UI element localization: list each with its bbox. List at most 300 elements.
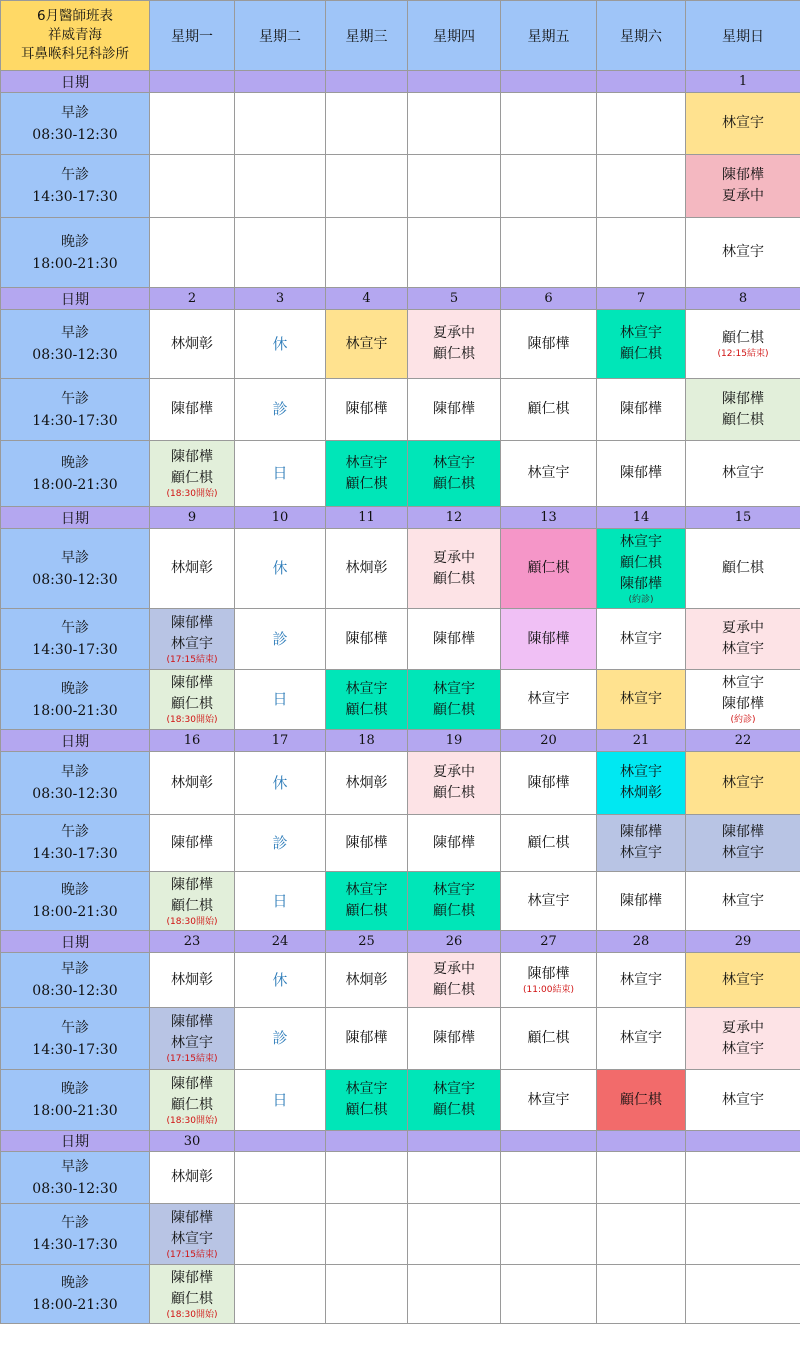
- shift-cell: [235, 670, 326, 730]
- shift-cell: [235, 218, 326, 288]
- doctor-name: 夏承中: [722, 1019, 764, 1036]
- doctor-name: 林宣宇: [620, 630, 662, 647]
- doctor-name: 陳郁樺: [171, 1075, 213, 1092]
- shift-cell: [408, 1008, 501, 1070]
- doctor-name: 陳郁樺: [620, 824, 662, 840]
- doctor-name: 林宣宇: [620, 1030, 662, 1046]
- shift-cell: [597, 218, 686, 288]
- doctor-name: 顧仁棋: [722, 560, 764, 576]
- shift-cell: [501, 872, 597, 931]
- doctor-name: 陳郁樺: [433, 401, 475, 417]
- day-header: 星期三: [326, 1, 408, 71]
- date-cell: [235, 71, 326, 93]
- shift-cell: [150, 379, 235, 441]
- doctor-name: 林宣宇: [345, 680, 388, 697]
- shift-cell: [235, 1070, 326, 1131]
- doctor-name: 顧仁棋: [171, 1290, 213, 1307]
- date-cell: 21: [597, 730, 686, 752]
- doctor-name: 林宣宇: [620, 764, 662, 780]
- shift-cell: [408, 155, 501, 218]
- shift-cell: [686, 752, 800, 815]
- shift-cell: [597, 310, 686, 379]
- session-row: [1, 1152, 800, 1204]
- session-label: [1, 1265, 150, 1324]
- session-label: [1, 155, 150, 218]
- shift-cell: [235, 1008, 326, 1070]
- session-name: 晚診: [61, 233, 89, 250]
- doctor-name: 陳郁樺: [171, 401, 213, 417]
- doctor-name: 林宣宇: [620, 845, 662, 861]
- doctor-name: 顧仁棋: [345, 701, 388, 718]
- shift-cell: [408, 815, 501, 872]
- shift-cell: [597, 609, 686, 670]
- date-cell: 7: [597, 288, 686, 310]
- shift-cell: [326, 1152, 408, 1204]
- shift-cell: [597, 529, 686, 609]
- doctor-name: 林宣宇: [527, 892, 570, 909]
- doctor-name: 顧仁棋: [171, 897, 213, 914]
- session-row: [1, 93, 800, 155]
- session-label: [1, 93, 150, 155]
- date-cell: 12: [408, 507, 501, 529]
- session-name: 早診: [61, 961, 89, 977]
- shift-cell: [501, 609, 597, 670]
- doctor-name: 夏承中: [433, 961, 475, 977]
- doctor-name: 顧仁棋: [171, 470, 213, 486]
- shift-cell: [501, 310, 597, 379]
- session-name: 早診: [61, 325, 89, 341]
- doctor-name: 陳郁樺: [171, 614, 213, 631]
- doctor-name: 林宣宇: [433, 1081, 475, 1097]
- doctor-name: 顧仁棋: [345, 1102, 388, 1118]
- doctor-name: 林炯彰: [171, 560, 213, 576]
- session-label: [1, 441, 150, 507]
- doctor-name: 陳郁樺: [345, 1030, 388, 1046]
- session-time: 18:00-21:30: [32, 476, 118, 493]
- shift-cell: [326, 670, 408, 730]
- session-name: 晚診: [61, 680, 89, 697]
- session-time: 14:30-17:30: [32, 642, 118, 658]
- closed-label: 日: [272, 891, 288, 910]
- doctor-name: 陳郁樺: [171, 1014, 213, 1030]
- session-row: [1, 815, 800, 872]
- date-cell: 27: [501, 931, 597, 953]
- shift-cell: [501, 441, 597, 507]
- session-label: [1, 815, 150, 872]
- session-name: 午診: [61, 167, 89, 183]
- closed-label: 休: [272, 559, 288, 577]
- date-cell: [150, 71, 235, 93]
- doctor-name: 顧仁棋: [433, 903, 475, 919]
- doctor-name: 林炯彰: [345, 774, 388, 791]
- session-row: [1, 609, 800, 670]
- shift-cell: [150, 1008, 235, 1070]
- shift-cell: [686, 93, 800, 155]
- session-row: [1, 218, 800, 288]
- session-time: 18:00-21:30: [32, 1103, 118, 1119]
- shift-note: (18:30開始): [166, 489, 218, 499]
- doctor-name: 夏承中: [722, 188, 764, 204]
- date-cell: 9: [150, 507, 235, 529]
- shift-cell: [686, 1008, 800, 1070]
- shift-cell: [597, 872, 686, 931]
- session-name: 晚診: [61, 454, 89, 471]
- date-cell: 18: [326, 730, 408, 752]
- shift-cell: [326, 155, 408, 218]
- shift-cell: [408, 953, 501, 1008]
- shift-cell: [150, 815, 235, 872]
- doctor-name: 顧仁棋: [433, 982, 475, 998]
- doctor-name: 林宣宇: [722, 675, 764, 691]
- shift-note: (12:15結束): [717, 349, 769, 359]
- shift-cell: [150, 752, 235, 815]
- shift-cell: [235, 609, 326, 670]
- shift-note: (11:00結束): [523, 985, 574, 995]
- shift-cell: [501, 1152, 597, 1204]
- doctor-name: 林宣宇: [722, 971, 764, 988]
- session-name: 晚診: [61, 882, 89, 898]
- session-name: 午診: [61, 1019, 89, 1036]
- session-time: 14:30-17:30: [32, 846, 118, 862]
- shift-note: (18:30開始): [166, 715, 218, 725]
- shift-cell: [408, 670, 501, 730]
- date-cell: 26: [408, 931, 501, 953]
- shift-cell: [597, 953, 686, 1008]
- shift-cell: [501, 752, 597, 815]
- shift-cell: [597, 1152, 686, 1204]
- shift-cell: [408, 1204, 501, 1265]
- session-label: [1, 670, 150, 730]
- shift-cell: [150, 310, 235, 379]
- shift-cell: [597, 1265, 686, 1324]
- schedule-body: [1, 1, 800, 1324]
- date-cell: 5: [408, 288, 501, 310]
- session-row: [1, 1265, 800, 1324]
- shift-cell: [150, 1204, 235, 1265]
- doctor-name: 陳郁樺: [620, 465, 662, 481]
- shift-cell: [326, 1008, 408, 1070]
- session-label: [1, 609, 150, 670]
- date-cell: 1: [686, 71, 800, 93]
- shift-cell: [597, 1008, 686, 1070]
- date-row: [1, 730, 800, 752]
- session-name: 晚診: [61, 1081, 89, 1097]
- session-label: [1, 1008, 150, 1070]
- doctor-name: 林宣宇: [620, 691, 662, 707]
- shift-note: (17:15結束): [166, 654, 218, 665]
- doctor-name: 林宣宇: [620, 971, 662, 988]
- shift-cell: [150, 670, 235, 730]
- doctor-name: 陳郁樺: [433, 630, 475, 647]
- shift-cell: [408, 1265, 501, 1324]
- doctor-name: 林炯彰: [171, 335, 213, 352]
- session-label: [1, 1070, 150, 1131]
- session-row: [1, 1008, 800, 1070]
- doctor-name: 顧仁棋: [527, 560, 570, 576]
- shift-cell: [408, 218, 501, 288]
- shift-cell: [326, 310, 408, 379]
- day-header: 星期六: [597, 1, 686, 71]
- doctor-name: 林宣宇: [433, 680, 475, 697]
- date-cell: 17: [235, 730, 326, 752]
- session-time: 08:30-12:30: [32, 983, 118, 999]
- shift-cell: [408, 93, 501, 155]
- doctor-name: 顧仁棋: [433, 701, 475, 718]
- date-cell: 13: [501, 507, 597, 529]
- day-header: 星期五: [501, 1, 597, 71]
- date-cell: 28: [597, 931, 686, 953]
- shift-cell: [408, 310, 501, 379]
- doctor-name: 陳郁樺: [527, 630, 570, 647]
- doctor-name: 夏承中: [433, 764, 475, 780]
- shift-cell: [686, 441, 800, 507]
- doctor-name: 顧仁棋: [171, 696, 213, 712]
- doctor-name: 林宣宇: [722, 465, 764, 481]
- doctor-name: 林炯彰: [345, 560, 388, 576]
- session-name: 早診: [61, 104, 89, 121]
- doctor-name: 陳郁樺: [345, 401, 388, 417]
- doctor-name: 顧仁棋: [433, 475, 475, 492]
- shift-cell: [501, 93, 597, 155]
- session-time: 08:30-12:30: [32, 571, 118, 588]
- shift-cell: [150, 872, 235, 931]
- date-cell: 23: [150, 931, 235, 953]
- doctor-name: 陳郁樺: [345, 630, 388, 647]
- shift-cell: [597, 93, 686, 155]
- shift-cell: [326, 1070, 408, 1131]
- shift-note: (約診): [730, 715, 756, 725]
- session-time: 18:00-21:30: [32, 904, 118, 920]
- date-label: 日期: [1, 507, 150, 529]
- date-cell: [501, 71, 597, 93]
- shift-cell: [501, 670, 597, 730]
- doctor-name: 陳郁樺: [433, 1030, 475, 1046]
- doctor-name: 林宣宇: [433, 882, 475, 898]
- shift-cell: [326, 752, 408, 815]
- session-row: [1, 529, 800, 609]
- session-time: 14:30-17:30: [32, 1041, 118, 1058]
- doctor-name: 陳郁樺: [620, 575, 662, 592]
- schedule-title: [1, 1, 150, 71]
- closed-label: 診: [272, 833, 288, 852]
- shift-cell: [150, 1265, 235, 1324]
- doctor-name: 林宣宇: [722, 845, 764, 861]
- doctor-name: 陳郁樺: [620, 401, 662, 417]
- doctor-name: 顧仁棋: [527, 401, 570, 417]
- doctor-name: 顧仁棋: [527, 1030, 570, 1046]
- shift-cell: [501, 1265, 597, 1324]
- shift-cell: [326, 1204, 408, 1265]
- shift-cell: [686, 1265, 800, 1324]
- date-cell: 2: [150, 288, 235, 310]
- date-row: [1, 507, 800, 529]
- shift-cell: [408, 1070, 501, 1131]
- shift-cell: [326, 93, 408, 155]
- session-row: [1, 670, 800, 730]
- shift-cell: [686, 815, 800, 872]
- date-cell: 11: [326, 507, 408, 529]
- doctor-name: 夏承中: [433, 325, 475, 341]
- session-name: 晚診: [61, 1275, 89, 1291]
- doctor-name: 林宣宇: [722, 244, 764, 260]
- date-cell: 10: [235, 507, 326, 529]
- shift-cell: [686, 155, 800, 218]
- doctor-name: 林宣宇: [722, 774, 764, 791]
- session-label: [1, 310, 150, 379]
- date-cell: 20: [501, 730, 597, 752]
- doctor-name: 林宣宇: [345, 454, 388, 471]
- doctor-name: 林宣宇: [620, 325, 662, 341]
- doctor-name: 林宣宇: [345, 335, 388, 352]
- shift-cell: [501, 529, 597, 609]
- doctor-name: 陳郁樺: [171, 834, 213, 851]
- session-time: 18:00-21:30: [32, 702, 118, 719]
- session-name: 午診: [61, 620, 89, 636]
- shift-note: (約診): [628, 594, 654, 605]
- doctor-name: 顧仁棋: [345, 903, 388, 919]
- shift-cell: [408, 379, 501, 441]
- shift-cell: [235, 529, 326, 609]
- shift-cell: [150, 953, 235, 1008]
- doctor-name: 陳郁樺: [433, 834, 475, 851]
- doctor-name: 林宣宇: [722, 892, 764, 909]
- shift-cell: [597, 441, 686, 507]
- title-line: 祥威青海: [48, 27, 102, 43]
- doctor-name: 顧仁棋: [433, 1102, 475, 1118]
- date-cell: 15: [686, 507, 800, 529]
- doctor-name: 林宣宇: [722, 641, 764, 657]
- shift-note: (18:30開始): [166, 1115, 218, 1126]
- session-label: [1, 953, 150, 1008]
- shift-cell: [326, 529, 408, 609]
- doctor-name: 林宣宇: [345, 882, 388, 898]
- date-cell: 29: [686, 931, 800, 953]
- doctor-name: 林宣宇: [433, 454, 475, 471]
- shift-cell: [235, 872, 326, 931]
- closed-label: 日: [272, 690, 288, 708]
- date-cell: [597, 71, 686, 93]
- shift-cell: [686, 1070, 800, 1131]
- session-name: 午診: [61, 1215, 89, 1231]
- shift-cell: [597, 670, 686, 730]
- doctor-name: 陳郁樺: [171, 449, 213, 465]
- session-time: 08:30-12:30: [32, 786, 118, 802]
- date-cell: 14: [597, 507, 686, 529]
- date-label: 日期: [1, 71, 150, 93]
- shift-cell: [235, 310, 326, 379]
- session-row: [1, 155, 800, 218]
- doctor-name: 顧仁棋: [345, 475, 388, 492]
- doctor-name: 顧仁棋: [620, 346, 662, 362]
- shift-cell: [501, 218, 597, 288]
- closed-label: 日: [272, 1090, 288, 1109]
- session-row: [1, 752, 800, 815]
- session-label: [1, 1152, 150, 1204]
- session-time: 18:00-21:30: [32, 255, 118, 272]
- doctor-name: 林宣宇: [171, 1230, 213, 1247]
- date-cell: 6: [501, 288, 597, 310]
- shift-cell: [686, 310, 800, 379]
- date-cell: 3: [235, 288, 326, 310]
- shift-cell: [686, 1204, 800, 1265]
- shift-cell: [235, 1152, 326, 1204]
- shift-cell: [408, 1152, 501, 1204]
- shift-cell: [501, 953, 597, 1008]
- title-line: 6月醫師班表: [36, 8, 114, 24]
- doctor-name: 陳郁樺: [171, 1209, 213, 1226]
- shift-cell: [235, 1204, 326, 1265]
- doctor-name: 林宣宇: [527, 465, 570, 481]
- doctor-name: 林宣宇: [722, 1040, 764, 1057]
- shift-cell: [150, 529, 235, 609]
- shift-cell: [597, 379, 686, 441]
- session-label: [1, 1204, 150, 1265]
- doctor-name: 林炯彰: [171, 774, 213, 791]
- shift-cell: [326, 953, 408, 1008]
- doctor-name: 林宣宇: [620, 533, 662, 550]
- date-cell: 25: [326, 931, 408, 953]
- shift-cell: [326, 815, 408, 872]
- session-row: [1, 872, 800, 931]
- date-cell: [326, 71, 408, 93]
- shift-cell: [408, 609, 501, 670]
- shift-cell: [686, 872, 800, 931]
- date-cell: 24: [235, 931, 326, 953]
- doctor-name: 陳郁樺: [171, 1269, 213, 1286]
- date-row: [1, 71, 800, 93]
- date-label: 日期: [1, 288, 150, 310]
- shift-cell: [597, 1070, 686, 1131]
- shift-cell: [501, 1204, 597, 1265]
- doctor-name: 陳郁樺: [722, 696, 764, 712]
- shift-cell: [326, 872, 408, 931]
- shift-cell: [150, 93, 235, 155]
- shift-cell: [326, 218, 408, 288]
- session-row: [1, 1204, 800, 1265]
- session-time: 18:00-21:30: [32, 1297, 118, 1313]
- closed-label: 診: [272, 629, 288, 648]
- session-name: 午診: [61, 824, 89, 840]
- shift-cell: [150, 218, 235, 288]
- shift-cell: [150, 1070, 235, 1131]
- shift-cell: [597, 1204, 686, 1265]
- doctor-name: 陳郁樺: [722, 390, 764, 407]
- date-cell: [501, 1131, 597, 1152]
- shift-cell: [686, 379, 800, 441]
- shift-cell: [686, 1152, 800, 1204]
- session-row: [1, 1070, 800, 1131]
- shift-cell: [501, 379, 597, 441]
- date-cell: [408, 71, 501, 93]
- shift-cell: [235, 93, 326, 155]
- doctor-name: 林宣宇: [171, 635, 213, 652]
- doctor-name: 林宣宇: [527, 1091, 570, 1108]
- closed-label: 休: [272, 970, 288, 989]
- session-label: [1, 218, 150, 288]
- date-cell: 16: [150, 730, 235, 752]
- closed-label: 日: [272, 464, 288, 482]
- shift-cell: [597, 815, 686, 872]
- shift-cell: [326, 441, 408, 507]
- shift-note: (18:30開始): [166, 916, 218, 927]
- session-row: [1, 441, 800, 507]
- doctor-name: 顧仁棋: [171, 1096, 213, 1113]
- doctor-name: 林炯彰: [171, 1169, 213, 1185]
- shift-cell: [150, 155, 235, 218]
- shift-cell: [501, 1070, 597, 1131]
- title-line: 耳鼻喉科兒科診所: [21, 46, 129, 62]
- doctor-name: 林宣宇: [171, 1035, 213, 1051]
